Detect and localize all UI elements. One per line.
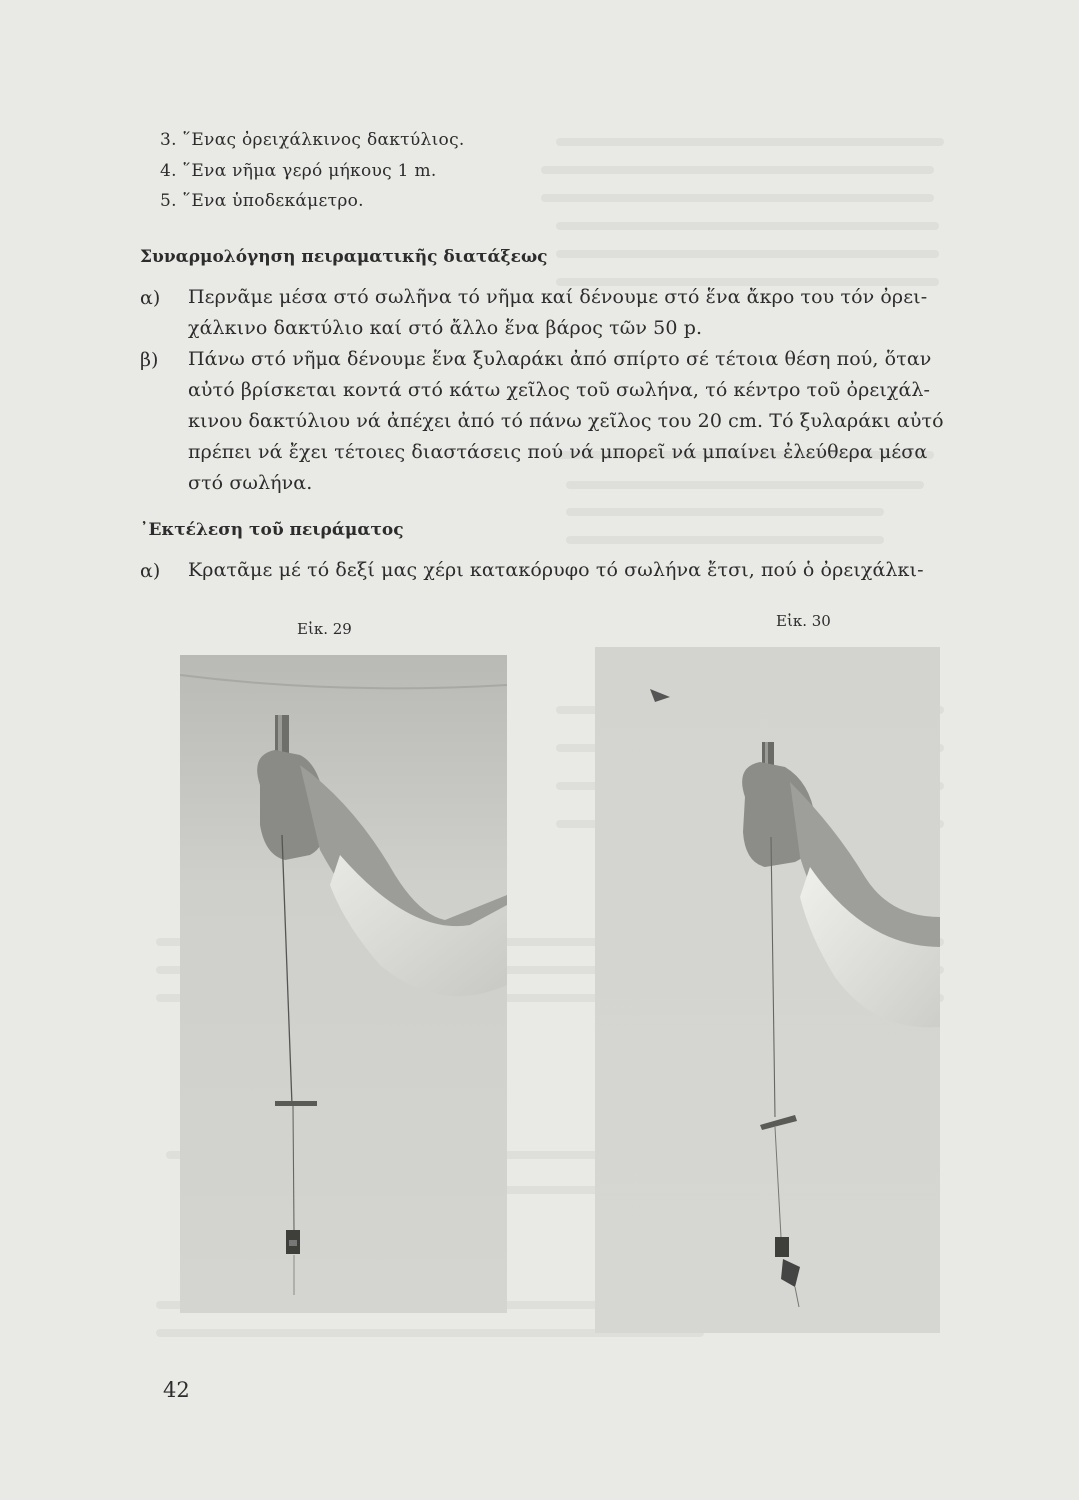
paragraph-line: αὐτό βρίσκεται κοντά στό κάτω χεῖλος τοῦ σωλήνα, τό κέντρο τοῦ ὀρειχάλ- (188, 379, 931, 401)
list-item (160, 161, 437, 181)
paragraph-line: χάλκινο δακτύλιο καί στό ἄλλο ἕνα βάρος τῶν 50 p. (188, 317, 703, 339)
paragraph-line: Κρατᾶμε μέ τό δεξί μας χέρι κατακόρυφο τό σωλήνα ἔτσι, πού ὁ ὀρειχάλκι- (188, 559, 924, 581)
hand-holding-tube-photo-icon (595, 647, 940, 1333)
paragraph-execution-a (188, 555, 924, 586)
hand-holding-tube-photo-icon (180, 655, 507, 1313)
list-item (160, 191, 364, 211)
paragraph-line: κινου δακτύλιου νά ἀπέχει ἀπό τό πάνω χεῖλος του 20 cm. Τό ξυλαράκι αὐτό (188, 410, 944, 432)
list-item-text: ῞Ενα νῆμα γερό μήκους 1 m. (182, 161, 437, 181)
list-item-number: 5. (160, 191, 177, 211)
item-label: α) (140, 287, 161, 309)
list-item-number: 3. (160, 130, 177, 150)
item-label: β) (140, 349, 159, 371)
list-item-text: ῞Ενα ὑποδεκάμετρο. (182, 191, 364, 211)
figure-30-photo (595, 647, 940, 1333)
page-number: 42 (163, 1378, 190, 1402)
section-heading: ᾿Εκτέλεση τοῦ πειράματος (140, 520, 404, 540)
list-item-text: ῞Ενας ὀρειχάλκινος δακτύλιος. (182, 130, 465, 150)
figure-caption: Εἰκ. 30 (776, 612, 831, 630)
figure-29-photo (180, 655, 507, 1313)
list-item (160, 130, 465, 150)
paragraph-a (188, 282, 927, 344)
figure-caption: Εἰκ. 29 (297, 620, 352, 638)
item-label: α) (140, 560, 161, 582)
section-heading: Συναρμολόγηση πειραματικῆς διατάξεως (140, 247, 548, 267)
list-item-number: 4. (160, 161, 177, 181)
paragraph-line: στό σωλήνα. (188, 472, 313, 494)
paragraph-line: Περνᾶμε μέσα στό σωλῆνα τό νῆμα καί δένουμε στό ἕνα ἄκρο του τόν ὀρει- (188, 286, 928, 308)
paragraph-line: πρέπει νά ἔχει τέτοιες διαστάσεις πού νά μπορεῖ νά μπαίνει ἐλεύθερα μέσα (188, 441, 928, 463)
paragraph-b (188, 344, 944, 499)
paragraph-line: Πάνω στό νῆμα δένουμε ἕνα ξυλαράκι ἀπό σπίρτο σέ τέτοια θέση πού, ὅταν (188, 348, 932, 370)
